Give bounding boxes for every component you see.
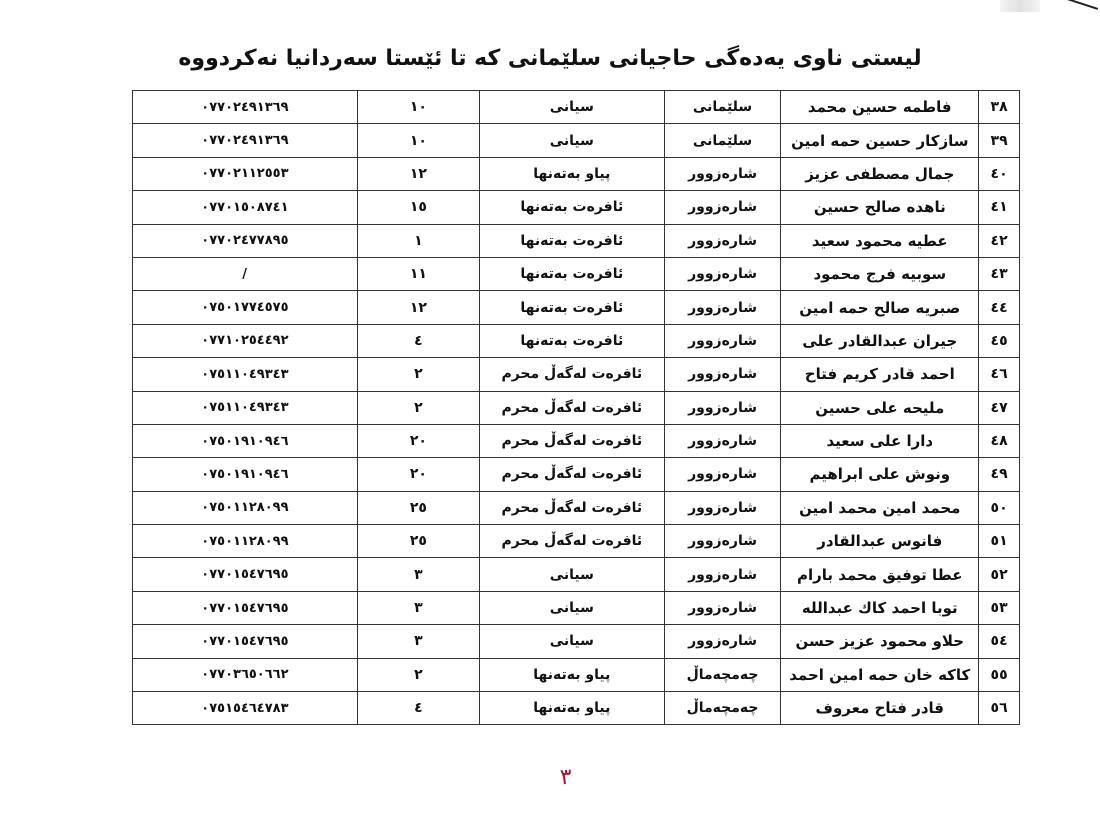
cell-phone-number: ٠٧٥١١٠٤٩٣٤٣ — [133, 358, 358, 391]
cell-row-number: ٤٠ — [979, 157, 1020, 190]
cell-phone-number: ٠٧٧٠٢٤٧٧٨٩٥ — [133, 224, 358, 257]
cell-travel-type: ئافرەت لەگەڵ محرم — [479, 458, 664, 491]
cell-group-count: ١ — [357, 224, 479, 257]
cell-group-count: ٣ — [357, 591, 479, 624]
cell-city: شارەزوور — [664, 391, 781, 424]
cell-row-number: ٤٣ — [979, 257, 1020, 290]
cell-city: شارەزوور — [664, 157, 781, 190]
scan-pen-mark — [1031, 0, 1098, 10]
cell-city: شارەزوور — [664, 224, 781, 257]
cell-row-number: ٥٤ — [979, 625, 1020, 658]
cell-full-name: جیران عبدالقادر علی — [781, 324, 979, 357]
cell-row-number: ٣٩ — [979, 124, 1020, 157]
cell-travel-type: ئافرەت لەگەڵ محرم — [479, 491, 664, 524]
cell-travel-type: پیاو بەتەنها — [479, 658, 664, 691]
table-row — [133, 491, 1020, 524]
cell-row-number: ٥٢ — [979, 558, 1020, 591]
cell-phone-number: ٠٧٧٠١٥٤٧٦٩٥ — [133, 558, 358, 591]
table-row — [133, 224, 1020, 257]
cell-group-count: ٤ — [357, 692, 479, 725]
cell-phone-number: ٠٧٧٠١٥٠٨٧٤١ — [133, 191, 358, 224]
table-body — [133, 91, 1020, 725]
cell-row-number: ٤٧ — [979, 391, 1020, 424]
cell-full-name: فانوس عبدالقادر — [781, 525, 979, 558]
cell-city: شارەزوور — [664, 491, 781, 524]
cell-full-name: حلاو محمود عزیز حسن — [781, 625, 979, 658]
cell-group-count: ٣ — [357, 625, 479, 658]
table-row — [133, 458, 1020, 491]
cell-row-number: ٥٣ — [979, 591, 1020, 624]
cell-travel-type: ئافرەت لەگەڵ محرم — [479, 525, 664, 558]
cell-group-count: ١١ — [357, 257, 479, 290]
table-row — [133, 324, 1020, 357]
cell-phone-number: ٠٧٥٠١١٢٨٠٩٩ — [133, 525, 358, 558]
cell-row-number: ٤١ — [979, 191, 1020, 224]
cell-travel-type: سیانی — [479, 558, 664, 591]
cell-travel-type: ئافرەت لەگەڵ محرم — [479, 358, 664, 391]
cell-group-count: ١٠ — [357, 124, 479, 157]
cell-full-name: ناهده صالح حسین — [781, 191, 979, 224]
cell-full-name: سازکار حسین حمه امین — [781, 124, 979, 157]
cell-group-count: ٢٠ — [357, 458, 479, 491]
cell-group-count: ٤ — [357, 324, 479, 357]
cell-group-count: ١٠ — [357, 91, 479, 124]
cell-row-number: ٤٦ — [979, 358, 1020, 391]
cell-city: شارەزوور — [664, 458, 781, 491]
cell-city: شارەزوور — [664, 525, 781, 558]
cell-group-count: ٢ — [357, 358, 479, 391]
cell-full-name: ملیحه علی حسین — [781, 391, 979, 424]
cell-travel-type: ئافرەت لەگەڵ محرم — [479, 391, 664, 424]
cell-row-number: ٤٢ — [979, 224, 1020, 257]
cell-full-name: احمد قادر کریم فتاح — [781, 358, 979, 391]
cell-city: چەمچەماڵ — [664, 692, 781, 725]
cell-city: سلێمانی — [664, 91, 781, 124]
cell-travel-type: ئافرەت بەتەنها — [479, 324, 664, 357]
cell-travel-type: پیاو بەتەنها — [479, 157, 664, 190]
cell-city: شارەزوور — [664, 191, 781, 224]
cell-phone-number: ٠٧٧٠٢٤٩١٣٦٩ — [133, 91, 358, 124]
table-row — [133, 658, 1020, 691]
table-row — [133, 625, 1020, 658]
cell-group-count: ١٢ — [357, 157, 479, 190]
page-number: ٣ — [559, 764, 573, 791]
table-row — [133, 525, 1020, 558]
cell-row-number: ٤٩ — [979, 458, 1020, 491]
cell-full-name: فاطمه حسین محمد — [781, 91, 979, 124]
cell-travel-type: ئافرەت بەتەنها — [479, 291, 664, 324]
table-row — [133, 157, 1020, 190]
cell-row-number: ٤٨ — [979, 424, 1020, 457]
cell-phone-number: ٠٧٧٠١٥٤٧٦٩٥ — [133, 591, 358, 624]
cell-group-count: ٢٠ — [357, 424, 479, 457]
cell-group-count: ٣ — [357, 558, 479, 591]
pilgrims-table — [132, 90, 1020, 725]
table-row — [133, 424, 1020, 457]
cell-group-count: ٢٥ — [357, 525, 479, 558]
cell-city: سلێمانی — [664, 124, 781, 157]
cell-travel-type: سیانی — [479, 124, 664, 157]
table-row — [133, 91, 1020, 124]
table-row — [133, 124, 1020, 157]
cell-full-name: قادر فتاح معروف — [781, 692, 979, 725]
cell-row-number: ٣٨ — [979, 91, 1020, 124]
cell-travel-type: ئافرەت بەتەنها — [479, 257, 664, 290]
cell-phone-number: ٠٧٥٠١١٢٨٠٩٩ — [133, 491, 358, 524]
cell-full-name: محمد امین محمد امین — [781, 491, 979, 524]
cell-row-number: ٥١ — [979, 525, 1020, 558]
cell-phone-number: ٠٧٧٠١٥٤٧٦٩٥ — [133, 625, 358, 658]
cell-full-name: کاکه خان حمه امین احمد — [781, 658, 979, 691]
cell-row-number: ٥٦ — [979, 692, 1020, 725]
cell-full-name: عطا توفیق محمد بارام — [781, 558, 979, 591]
cell-phone-number: ٠٧٥٠١٩١٠٩٤٦ — [133, 458, 358, 491]
cell-full-name: توبا احمد کاك عبدالله — [781, 591, 979, 624]
cell-row-number: ٤٤ — [979, 291, 1020, 324]
cell-city: شارەزوور — [664, 424, 781, 457]
cell-row-number: ٤٥ — [979, 324, 1020, 357]
cell-phone-number: ٠٧٧٠٢١١٢٥٥٣ — [133, 157, 358, 190]
table-row — [133, 558, 1020, 591]
table-row — [133, 358, 1020, 391]
cell-full-name: دارا علی سعید — [781, 424, 979, 457]
table-row — [133, 591, 1020, 624]
table-row — [133, 692, 1020, 725]
cell-group-count: ١٥ — [357, 191, 479, 224]
table-row — [133, 257, 1020, 290]
cell-full-name: ونوش علی ابراهیم — [781, 458, 979, 491]
cell-travel-type: سیانی — [479, 91, 664, 124]
cell-city: شارەزوور — [664, 358, 781, 391]
cell-phone-number: ٠٧٧٠٣٦٥٠٦٦٢ — [133, 658, 358, 691]
cell-city: شارەزوور — [664, 257, 781, 290]
cell-phone-number: ٠٧٧٠٢٤٩١٣٦٩ — [133, 124, 358, 157]
scan-smudge — [1000, 0, 1040, 12]
cell-group-count: ٢ — [357, 391, 479, 424]
cell-group-count: ٢ — [357, 658, 479, 691]
cell-travel-type: ئافرەت بەتەنها — [479, 224, 664, 257]
cell-full-name: عطیه محمود سعید — [781, 224, 979, 257]
table-row — [133, 191, 1020, 224]
cell-city: شارەزوور — [664, 625, 781, 658]
table-row — [133, 291, 1020, 324]
document-title: لیستی ناوی یەدەگی حاجیانی سلێمانی کە تا ئێستا سەردانیا نەکردووە — [178, 46, 922, 71]
cell-travel-type: ئافرەت بەتەنها — [479, 191, 664, 224]
cell-travel-type: ئافرەت لەگەڵ محرم — [479, 424, 664, 457]
cell-city: شارەزوور — [664, 558, 781, 591]
cell-row-number: ٥٠ — [979, 491, 1020, 524]
cell-full-name: صبریه صالح حمه امین — [781, 291, 979, 324]
cell-travel-type: سیانی — [479, 591, 664, 624]
cell-city: چەمچەماڵ — [664, 658, 781, 691]
cell-phone-number: ٠٧٧١٠٢٥٤٤٩٢ — [133, 324, 358, 357]
cell-phone-number: / — [133, 257, 358, 290]
cell-full-name: جمال مصطفی عزیز — [781, 157, 979, 190]
cell-row-number: ٥٥ — [979, 658, 1020, 691]
cell-phone-number: ٠٧٥٠١٩١٠٩٤٦ — [133, 424, 358, 457]
cell-group-count: ٢٥ — [357, 491, 479, 524]
cell-full-name: سوبیه فرج محمود — [781, 257, 979, 290]
cell-city: شارەزوور — [664, 591, 781, 624]
table-row — [133, 391, 1020, 424]
cell-phone-number: ٠٧٥٠١٧٧٤٥٧٥ — [133, 291, 358, 324]
cell-city: شارەزوور — [664, 324, 781, 357]
cell-travel-type: سیانی — [479, 625, 664, 658]
cell-travel-type: پیاو بەتەنها — [479, 692, 664, 725]
cell-city: شارەزوور — [664, 291, 781, 324]
cell-phone-number: ٠٧٥١٥٤٦٤٧٨٣ — [133, 692, 358, 725]
cell-group-count: ١٢ — [357, 291, 479, 324]
cell-phone-number: ٠٧٥١١٠٤٩٣٤٣ — [133, 391, 358, 424]
